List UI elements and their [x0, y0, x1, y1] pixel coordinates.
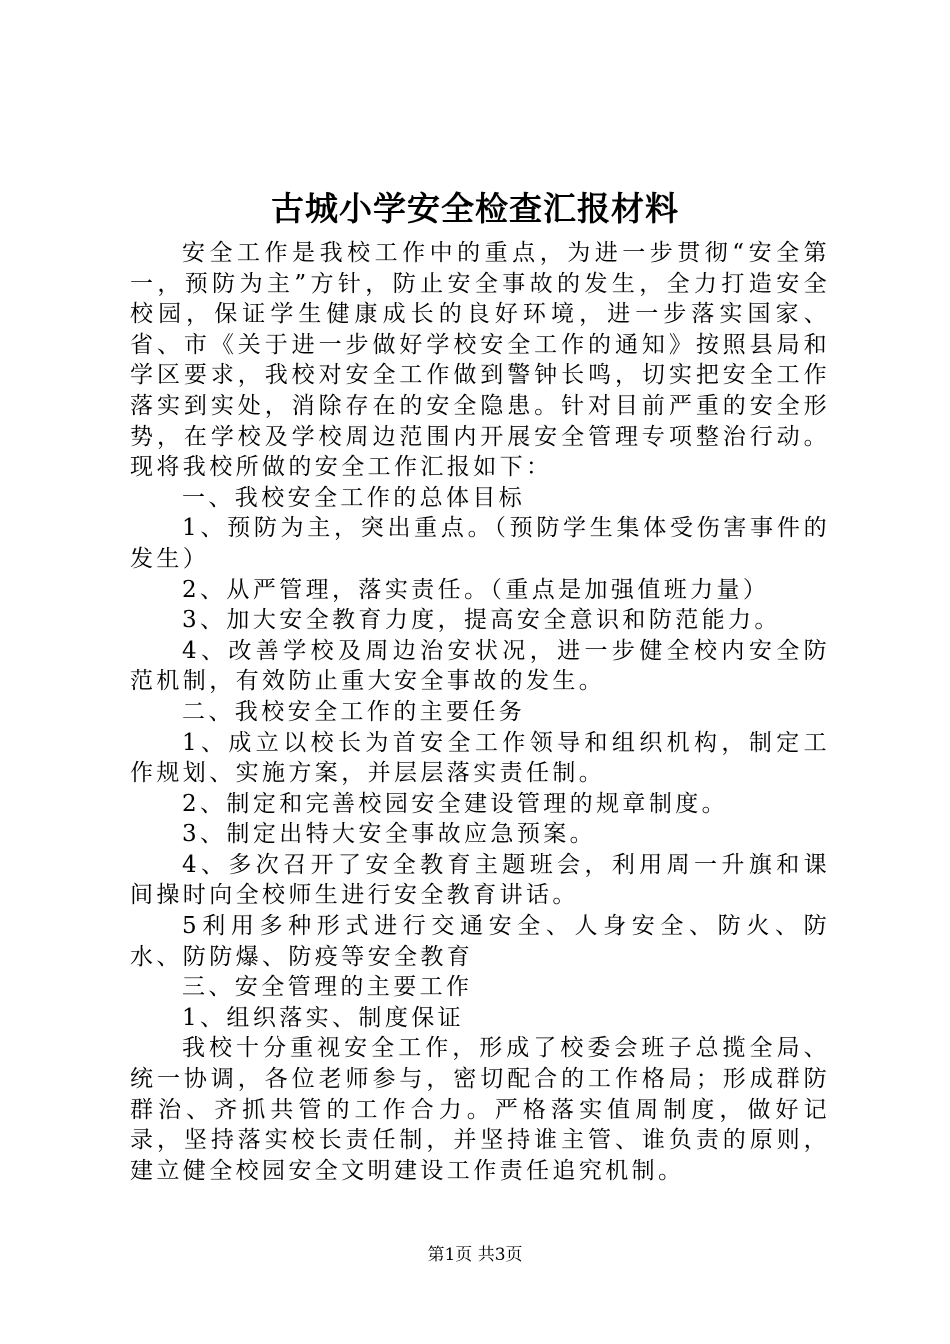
- list-item: 2、制定和完善校园安全建设管理的规章制度。: [182, 790, 729, 817]
- list-item: 3、制定出特大安全事故应急预案。: [182, 821, 597, 848]
- document-body: [130, 238, 830, 1186]
- paragraph-intro: 安全工作是我校工作中的重点，为进一步贯彻“安全第一，预防为主”方针，防止安全事故的发生，全力打造安全校园，保证学生健康成长的良好环境，进一步落实国家、省、市《关于进一步做好学校安全工作的通知》按照县局和学区要求，我校对安全工作做到警钟长鸣，切实把安全工作落实到实处，消除存在的安全隐患。针对目前严重的安全形势，在学校及学校周边范围内开展安全管理专项整治行动。现将我校所做的安全工作汇报如下：: [130, 240, 830, 481]
- list-item: 2、从严管理，落实责任。（重点是加强值班力量）: [182, 576, 770, 603]
- heading-section-3: 三、安全管理的主要工作: [182, 974, 473, 1001]
- heading-section-1: 一、我校安全工作的总体目标: [182, 484, 526, 511]
- list-item: 3、加大安全教育力度，提高安全意识和防范能力。: [182, 607, 781, 634]
- subheading: 1、组织落实、制度保证: [182, 1004, 465, 1031]
- list-item: 1、预防为主，突出重点。（预防学生集体受伤害事件的发生）: [130, 515, 830, 572]
- heading-section-2: 二、我校安全工作的主要任务: [182, 698, 526, 725]
- list-item: 1、成立以校长为首安全工作领导和组织机构，制定工作规划、实施方案，并层层落实责任制。: [130, 729, 830, 787]
- list-item: 4、多次召开了安全教育主题班会，利用周一升旗和课间操时向全校师生进行安全教育讲话。: [130, 851, 830, 909]
- paragraph-body: 我校十分重视安全工作，形成了校委会班子总揽全局、统一协调，各位老师参与，密切配合的工作格局；形成群防群治、齐抓共管的工作合力。严格落实值周制度，做好记录，坚持落实校长责任制，并坚持谁主管、谁负责的原则，建立健全校园安全文明建设工作责任追究机制。: [130, 1035, 830, 1184]
- list-item: 5利用多种形式进行交通安全、人身安全、防火、防水、防防爆、防疫等安全教育: [130, 913, 830, 970]
- list-item: 4、改善学校及周边治安状况，进一步健全校内安全防范机制，有效防止重大安全事故的发生。: [130, 637, 830, 695]
- document-title: 古城小学安全检查汇报材料: [271, 189, 679, 228]
- page-number-footer: 第1页 共3页: [427, 1245, 523, 1265]
